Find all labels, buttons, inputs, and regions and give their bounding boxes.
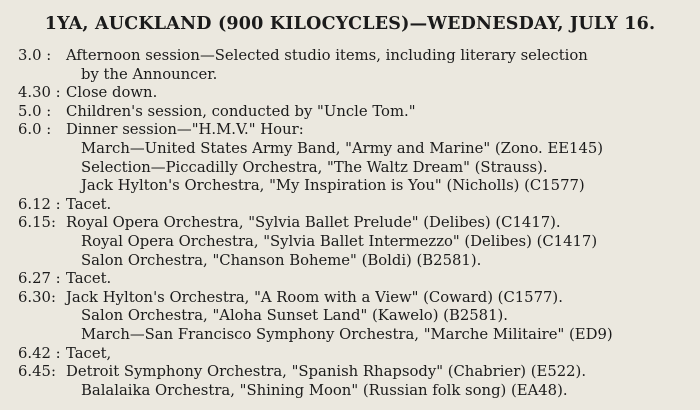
programme-row	[18, 177, 694, 196]
programme-text: Selection—Piccadilly Orchestra, "The Waltz Dream" (Strauss).	[81, 158, 548, 176]
time-label: 6.27 :	[18, 270, 61, 288]
programme-row	[18, 103, 694, 122]
programme-row	[18, 233, 694, 252]
time-label: 3.0 :	[18, 47, 52, 64]
programme-text: Detroit Symphony Orchestra, "Spanish Rhapsody" (Chabrier) (E522).	[66, 363, 587, 381]
time-label	[18, 66, 66, 85]
programme-text: Close down.	[66, 84, 158, 102]
programme-text: Children's session, conducted by "Uncle Tom."	[66, 102, 416, 120]
time-label: 6.12 :	[18, 195, 61, 213]
programme-row	[18, 214, 694, 233]
time-label	[18, 252, 66, 271]
programme-text: by the Announcer.	[81, 65, 218, 83]
time-label: 6.42 :	[18, 344, 61, 362]
programme-text: Tacet,	[66, 344, 112, 362]
station-heading: 1YA, AUCKLAND (900 KILOCYCLES)—WEDNESDAY, JULY 16.	[44, 14, 656, 34]
programme-text: Salon Orchestra, "Chanson Boheme" (Boldi) (B2581).	[81, 251, 482, 269]
programme-text: Royal Opera Orchestra, "Sylvia Ballet Intermezzo" (Delibes) (C1417)	[81, 232, 598, 250]
programme-row	[18, 289, 694, 308]
time-label: 6.45:	[18, 363, 56, 381]
programme-row	[18, 121, 694, 140]
programme-text: Dinner session—"H.M.V." Hour:	[66, 121, 304, 139]
programme-row	[18, 84, 694, 103]
programme-text: Salon Orchestra, "Aloha Sunset Land" (Kawelo) (B2581).	[81, 307, 508, 325]
time-label	[18, 307, 66, 326]
programme-row	[18, 252, 694, 271]
programme-text: Balalaika Orchestra, "Shining Moon" (Russian folk song) (EA48).	[81, 381, 568, 399]
time-label: 6.0 :	[18, 121, 52, 139]
programme-row	[18, 270, 694, 289]
programme-row	[18, 159, 694, 178]
programme-row	[18, 363, 694, 382]
time-label	[18, 382, 66, 401]
time-label	[18, 233, 66, 252]
programme-text: March—United States Army Band, "Army and Marine" (Zono. EE145)	[81, 139, 604, 157]
programme-row	[18, 307, 694, 326]
programme-text: Royal Opera Orchestra, "Sylvia Ballet Prelude" (Delibes) (C1417).	[66, 214, 561, 232]
programme-listing	[18, 47, 694, 400]
programme-row	[18, 47, 694, 66]
programme-row	[18, 326, 694, 345]
time-label	[18, 177, 66, 196]
programme-text: Tacet.	[66, 270, 112, 288]
time-label: 5.0 :	[18, 102, 52, 120]
time-label	[18, 326, 66, 345]
time-label: 4.30 :	[18, 84, 61, 102]
programme-text: Jack Hylton's Orchestra, "A Room with a View" (Coward) (C1577).	[66, 288, 563, 306]
programme-text: Jack Hylton's Orchestra, "My Inspiration is You" (Nicholls) (C1577)	[81, 177, 585, 195]
programme-row	[18, 345, 694, 364]
programme-row	[18, 196, 694, 215]
programme-row	[18, 140, 694, 159]
programme-text: Tacet.	[66, 195, 112, 213]
programme-text: March—San Francisco Symphony Orchestra, "Marche Militaire" (ED9)	[81, 325, 613, 343]
time-label	[18, 159, 66, 178]
time-label	[18, 140, 66, 159]
time-label: 6.30:	[18, 288, 56, 306]
time-label: 6.15:	[18, 214, 56, 232]
programme-row	[18, 382, 694, 401]
programme-row	[18, 66, 694, 85]
programme-text: Afternoon session—Selected studio items, including literary selection	[66, 47, 588, 64]
